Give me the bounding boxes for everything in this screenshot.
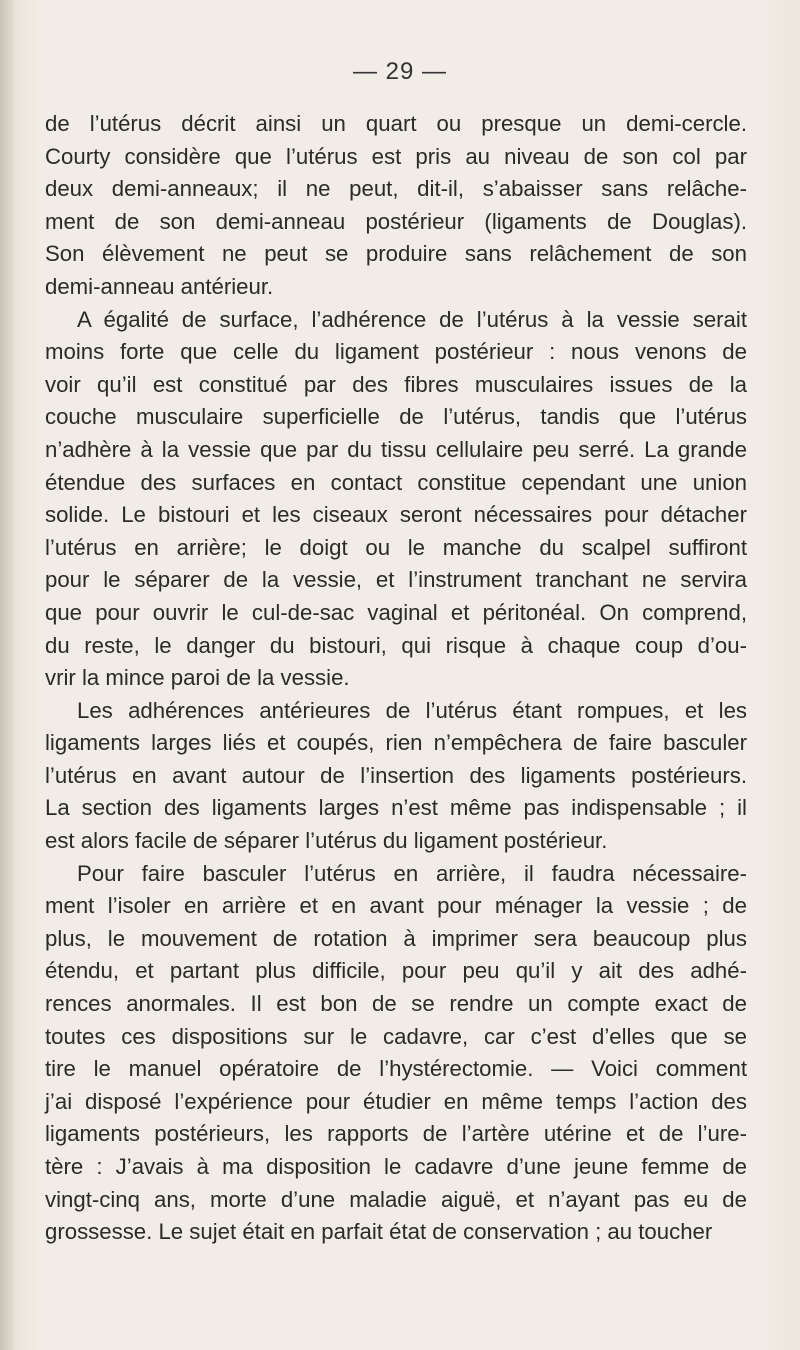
text-line: pour le séparer de la vessie, et l’instrument tranchant ne servira: [45, 567, 747, 593]
text-line: demi-anneau antérieur.: [45, 273, 274, 299]
text-line: couche musculaire superficielle de l’utérus, tandis que l’utérus: [45, 404, 747, 430]
text-line: j’ai disposé l’expérience pour étudier en même temps l’action des: [45, 1088, 747, 1114]
text-line: solide. Le bistouri et les ciseaux seront nécessaires pour détacher: [45, 502, 747, 528]
text-line: ment l’isoler en arrière et en avant pour ménager la vessie ; de: [45, 893, 747, 919]
text-line: A égalité de surface, l’adhérence de l’utérus à la vessie serait: [77, 306, 747, 332]
body-text: [45, 108, 747, 1249]
text-line: voir qu’il est constitué par des fibres musculaires issues de la: [45, 371, 747, 397]
page-number: — 29 —: [352, 58, 448, 85]
text-line: Son élèvement ne peut se produire sans relâchement de son: [45, 241, 747, 267]
text-line: deux demi-anneaux; il ne peut, dit-il, s’abaisser sans relâche-: [45, 176, 747, 202]
binding-edge: [0, 0, 14, 1350]
text-line: plus, le mouvement de rotation à imprimer sera beaucoup plus: [45, 925, 747, 951]
text-line: toutes ces dispositions sur le cadavre, car c’est d’elles que se: [45, 1023, 747, 1049]
text-line: ligaments larges liés et coupés, rien n’empêchera de faire basculer: [45, 730, 747, 756]
text-line: l’utérus en avant autour de l’insertion des ligaments postérieurs.: [45, 762, 747, 788]
text-line: moins forte que celle du ligament postérieur : nous venons de: [45, 339, 747, 365]
text-line: du reste, le danger du bistouri, qui risque à chaque coup d’ou-: [45, 632, 747, 658]
text-line: ment de son demi-anneau postérieur (ligaments de Douglas).: [45, 208, 747, 234]
text-line: que pour ouvrir le cul-de-sac vaginal et péritonéal. On comprend,: [45, 599, 747, 625]
paragraph-2: [45, 304, 747, 695]
text-line: tire le manuel opératoire de l’hystérectomie. — Voici comment: [45, 1056, 747, 1082]
text-line: vrir la mince paroi de la vessie.: [45, 665, 350, 691]
text-line: La section des ligaments larges n’est même pas indispensable ; il: [45, 795, 747, 821]
text-line: l’utérus en arrière; le doigt ou le manche du scalpel suffiront: [45, 534, 747, 560]
paragraph-3: [45, 695, 747, 858]
text-line: grossesse. Le sujet était en parfait état de conservation ; au toucher: [45, 1219, 713, 1245]
paragraph-1: [45, 108, 747, 304]
text-line: vingt-cinq ans, morte d’une maladie aiguë, et n’ayant pas eu de: [45, 1186, 747, 1212]
text-line: rences anormales. Il est bon de se rendre un compte exact de: [45, 991, 747, 1017]
text-line: Les adhérences antérieures de l’utérus étant rompues, et les: [77, 697, 747, 723]
text-line: étendu, et partant plus difficile, pour peu qu’il y ait des adhé-: [45, 958, 747, 984]
text-line: est alors facile de séparer l’utérus du ligament postérieur.: [45, 828, 608, 854]
text-line: tère : J’avais à ma disposition le cadavre d’une jeune femme de: [45, 1154, 747, 1179]
text-line: ligaments postérieurs, les rapports de l’artère utérine et de l’ure-: [45, 1121, 747, 1147]
text-line: Courty considère que l’utérus est pris au niveau de son col par: [45, 143, 747, 169]
text-line: Pour faire basculer l’utérus en arrière, il faudra nécessaire-: [77, 860, 747, 886]
text-line: n’adhère à la vessie que par du tissu cellulaire peu serré. La grande: [45, 436, 747, 462]
paragraph-4: [45, 858, 747, 1249]
text-line: étendue des surfaces en contact constitue cependant une union: [45, 469, 747, 495]
text-line: de l’utérus décrit ainsi un quart ou presque un demi-cercle.: [45, 111, 747, 136]
